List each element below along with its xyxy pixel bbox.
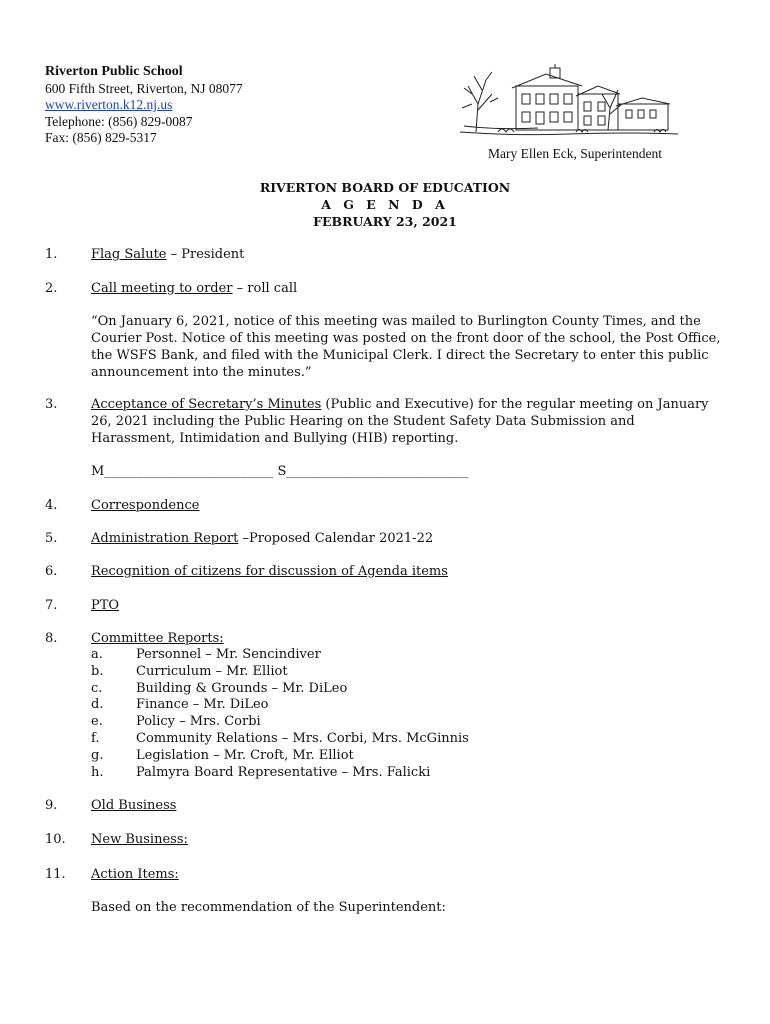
item-number: 7.: [45, 598, 58, 613]
item-number: 4.: [45, 498, 58, 513]
item-title: Recognition of citizens for discussion of Agenda items: [91, 564, 448, 579]
item-number: 6.: [45, 564, 58, 579]
letterhead: [45, 64, 243, 147]
agenda-title-block: [0, 179, 770, 230]
committee-text: Palmyra Board Representative – Mrs. Falicki: [136, 764, 431, 780]
item-title: PTO: [91, 598, 120, 613]
item-number: 5.: [45, 531, 58, 546]
committee-text: Policy – Mrs. Corbi: [136, 714, 261, 730]
school-name: Riverton Public School: [45, 64, 183, 79]
item-title: Administration Report: [91, 531, 239, 546]
agenda-heading: A G E N D A: [321, 197, 449, 212]
item-title: Acceptance of Secretary’s Minutes: [91, 397, 322, 412]
committee-text: Building & Grounds – Mr. DiLeo: [136, 680, 348, 696]
item-title: New Business:: [91, 832, 188, 847]
item-number: 8.: [45, 631, 58, 646]
committee-text: Personnel – Mr. Sencindiver: [136, 647, 321, 662]
school-building-illustration: [458, 64, 680, 140]
item-number: 10.: [45, 832, 66, 847]
item-detail: (Public and Executive) for the regular meeting on January: [321, 397, 709, 412]
list-letter: f.: [91, 730, 100, 746]
list-letter: d.: [91, 697, 104, 713]
board-title: RIVERTON BOARD OF EDUCATION: [259, 180, 511, 195]
item-detail: – President: [166, 247, 245, 262]
committee-text: Finance – Mr. DiLeo: [136, 697, 269, 713]
item-number: 9.: [45, 798, 58, 813]
item-title: Correspondence: [91, 498, 200, 513]
public-notice-statement: “On January 6, 2021, notice of this meeting was mailed to Burlington County Times, and the Courier Post. Notice of this meeting was posted on the front door of the school, the Post Office, the WSFS Bank, and filed with the Municipal Clerk. I direct the Secretary to enter this public announcement into the minutes.”: [91, 314, 721, 380]
item-number: 2.: [45, 281, 58, 296]
committee-text: Legislation – Mr. Croft, Mr. Elliot: [136, 747, 354, 763]
committee-text: Community Relations – Mrs. Corbi, Mrs. McGinnis: [136, 730, 469, 746]
superintendent-name: Mary Ellen Eck, Superintendent: [488, 146, 662, 161]
list-letter: b.: [91, 663, 104, 679]
meeting-date: FEBRUARY 23, 2021: [313, 214, 457, 229]
list-letter: e.: [91, 714, 103, 730]
website-link[interactable]: www.riverton.k12.nj.us: [45, 97, 173, 112]
item-title: Old Business: [91, 798, 177, 813]
minutes-detail-continued: 26, 2021 including the Public Hearing on the Student Safety Data Submission and Harassment, Intimidation and Bullying (HIB) reporting.: [91, 414, 635, 446]
item-number: 3.: [45, 397, 58, 412]
list-letter: h.: [91, 764, 104, 780]
item-detail: – roll call: [232, 281, 298, 296]
item-title: Call meeting to order: [91, 281, 233, 296]
item-number: 11.: [45, 867, 66, 882]
item-title: Committee Reports:: [91, 631, 224, 646]
item-number: 1.: [45, 247, 58, 262]
item-title: Action Items:: [91, 867, 179, 882]
motion-second-line: M__________________________ S____________________________: [91, 464, 469, 479]
committee-text: Curriculum – Mr. Elliot: [136, 663, 288, 679]
list-letter: g.: [91, 747, 104, 763]
fax: Fax: (856) 829-5317: [45, 130, 157, 145]
superintendent-recommendation: Based on the recommendation of the Superintendent:: [91, 900, 446, 915]
list-letter: c.: [91, 680, 103, 696]
item-detail: –Proposed Calendar 2021-22: [238, 531, 434, 546]
item-title: Flag Salute: [91, 247, 167, 262]
school-address: 600 Fifth Street, Riverton, NJ 08077: [45, 80, 243, 96]
list-letter: a.: [91, 647, 103, 662]
telephone: Telephone: (856) 829-0087: [45, 113, 193, 129]
